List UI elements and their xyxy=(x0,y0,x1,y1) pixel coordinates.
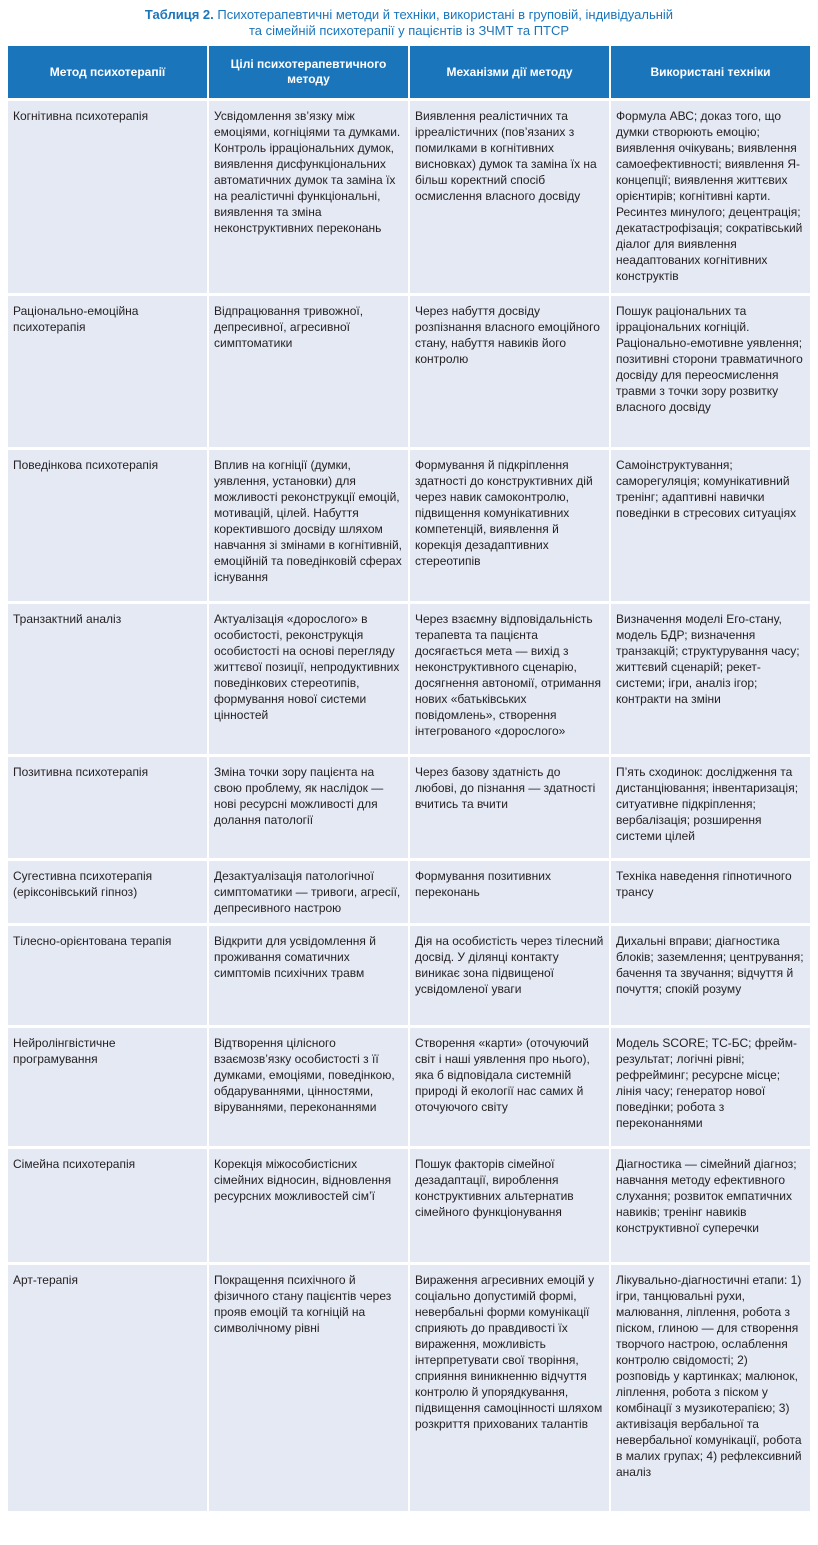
cell-techniques: Діагностика — сімейний діагноз; навчання методу ефективного слухання; розвиток емпатичних навиків; тренінг навиків конструктивної суперечки xyxy=(611,1149,810,1262)
cell-method: Транзактний аналіз xyxy=(8,604,207,754)
cell-method: Когнітивна психотерапія xyxy=(8,101,207,293)
cell-techniques: Лікувально-діагностичні етапи: 1) ігри, танцювальні рухи, малювання, ліплення, робота з піском, глиною — для створення творчого настрою, ослаблення контролю свідомості; 2) розповідь у картинках; малюнок, ліплення, робота з піском у комбінації з музикотерапією; 3) активізація вербальної та невербальної комунікації, робота в малих групах; 4) рефлексивний аналіз xyxy=(611,1265,810,1511)
cell-method: Поведінкова психотерапія xyxy=(8,450,207,601)
cell-techniques: Формула АВС; доказ того, що думки створюють емоцію; виявлення очікувань; виявлення самоефективності; виявлення Я-концепції; виявлення життєвих орієнтирів; когнітивні карти. Ресинтез минулого; децентрація; декатастрофізація; сократівський діалог для виявлення неадаптованих когнітивних конструктів xyxy=(611,101,810,293)
caption-title-line-1: Психотерапевтичні методи й техніки, використані в груповій, індивідуальній xyxy=(217,7,674,22)
cell-goals: Вплив на когніції (думки, уявлення, установки) для можливості реконструкції емоцій, мотивацій, цілей. Набуття коректившого досвіду шляхом навчання зі змінами в когнітивній, емоційній та поведінковій сферах існування xyxy=(209,450,408,601)
cell-mechanisms: Формування й підкріплення здатності до конструктивних дій через навик самоконтролю, підвищення комунікативних компетенцій, виявлення й корекція дезадаптивних стереотипів xyxy=(410,450,609,601)
cell-goals: Зміна точки зору пацієнта на свою проблему, як наслідок — нові ресурсні можливості для долання патології xyxy=(209,757,408,858)
cell-method: Нейролінгвістичне програмування xyxy=(8,1028,207,1146)
cell-techniques: П’ять сходинок: дослідження та дистанціювання; інвентаризація; ситуативне підкріплення; вербалізація; розширення системи цілей xyxy=(611,757,810,858)
cell-techniques: Визначення моделі Его-стану, модель БДР; визначення транзакцій; структурування часу; життєвий сценарій; рекет-системи; ігри, аналіз ігор; контракти на зміни xyxy=(611,604,810,754)
cell-mechanisms: Формування позитивних переконань xyxy=(410,861,609,923)
header-techniques: Використані техніки xyxy=(611,46,810,98)
cell-mechanisms: Створення «карти» (оточуючий світ і наші уявлення про нього), яка б відповідала системній природі й екології нас самих й оточуючого світу xyxy=(410,1028,609,1146)
cell-method: Сімейна психотерапія xyxy=(8,1149,207,1262)
cell-goals: Актуалізація «дорослого» в особистості, реконструкція особистості на основі перегляду життєвої позиції, непродуктивних поведінкових стереотипів, формування нової системи цінностей xyxy=(209,604,408,754)
cell-techniques: Модель SCORE; ТС-БС; фрейм-результат; логічні рівні; рефрейминг; ресурсне місце; лінія часу; генератор нової поведінки; робота з переконаннями xyxy=(611,1028,810,1146)
cell-goals: Відпрацювання тривожної, депресивної, агресивної симптоматики xyxy=(209,296,408,447)
cell-goals: Усвідомлення зв’язку між емоціями, когніціями та думками. Контроль ірраціональних думок, виявлення дисфункціональних автоматичних думок та заміна їх на реалістичні функціональні, виявлення та зміна неконструктивних переконань xyxy=(209,101,408,293)
cell-method: Арт-терапія xyxy=(8,1265,207,1511)
psychotherapy-methods-table xyxy=(6,43,812,1514)
table-header-row xyxy=(8,46,810,98)
cell-techniques: Пошук раціональних та ірраціональних когніцій. Раціонально-емотивне уявлення; позитивні сторони травматичного досвіду для переосмислення травми з точки зору розвитку власного досвіду xyxy=(611,296,810,447)
cell-mechanisms: Через базову здатність до любові, до пізнання — здатності вчитись та вчити xyxy=(410,757,609,858)
cell-mechanisms: Дія на особистість через тілесний досвід. У ділянці контакту виникає зона підвищеної усвідомленої уваги xyxy=(410,926,609,1025)
cell-method: Раціонально-емоційна психотерапія xyxy=(8,296,207,447)
table-row xyxy=(8,604,810,754)
table-row xyxy=(8,757,810,858)
cell-mechanisms: Виявлення реалістичних та ірреалістичних (пов’язаних з помилками в когнітивних висновках) думок та заміна їх на більш коректний спосіб осмислення власного досвіду xyxy=(410,101,609,293)
cell-goals: Дезактуалізація патологічної симптоматики — тривоги, агресії, депресивного настрою xyxy=(209,861,408,923)
cell-goals: Відкрити для усвідомлення й проживання соматичних симптомів психічних травм xyxy=(209,926,408,1025)
cell-techniques: Самоінструктування; саморегуляція; комунікативний тренінг; адаптивні навички поведінки в стресових ситуаціях xyxy=(611,450,810,601)
table-row xyxy=(8,1149,810,1262)
cell-mechanisms: Вираження агресивних емоцій у соціально допустимій формі, невербальні форми комунікації сприяють до правдивості їх вираження, можливість інтерпретувати свої творіння, сприяння виникненню відчуття контролю й упорядкування, підвищення самоцінності шляхом розкриття прихованих талантів xyxy=(410,1265,609,1511)
cell-techniques: Техніка наведення гіпнотичного трансу xyxy=(611,861,810,923)
header-goals: Цілі психотерапевтичного методу xyxy=(209,46,408,98)
caption-label: Таблиця 2. xyxy=(144,7,214,22)
table-row xyxy=(8,101,810,293)
cell-method: Позитивна психотерапія xyxy=(8,757,207,858)
cell-goals: Корекція міжособистісних сімейних відносин, відновлення ресурсних можливостей сім’ї xyxy=(209,1149,408,1262)
cell-techniques: Дихальні вправи; діагностика блоків; заземлення; центрування; бачення та звучання; відчуття й почуття; спокій розуму xyxy=(611,926,810,1025)
caption-title-line-2: та сімейній психотерапії у пацієнтів із ЗЧМТ та ПТСР xyxy=(248,23,570,38)
table-row xyxy=(8,926,810,1025)
table-row xyxy=(8,861,810,923)
table-row xyxy=(8,1265,810,1511)
cell-method: Тілесно-орієнтована терапія xyxy=(8,926,207,1025)
cell-method: Сугестивна психотерапія (еріксонівський гіпноз) xyxy=(8,861,207,923)
header-mechanisms: Механізми дії методу xyxy=(410,46,609,98)
cell-mechanisms: Через взаємну відповідальність терапевта та пацієнта досягається мета — вихід з неконструктивного сценарію, досягнення автономії, отримання нових «батьківських повідомлень», створення інтегрованого «дорослого» xyxy=(410,604,609,754)
table-row xyxy=(8,296,810,447)
cell-mechanisms: Пошук факторів сімейної дезадаптації, вироблення конструктивних альтернатив сімейного функціонування xyxy=(410,1149,609,1262)
header-method: Метод психотерапії xyxy=(8,46,207,98)
table-caption xyxy=(0,0,818,38)
cell-goals: Відтворення цілісного взаємозв’язку особистості з її думками, емоціями, поведінкою, обдаруваннями, цінностями, віруваннями, переконаннями xyxy=(209,1028,408,1146)
table-row xyxy=(8,450,810,601)
caption-line-1 xyxy=(0,7,818,23)
cell-goals: Покращення психічного й фізичного стану пацієнтів через прояв емоцій та когніцій на символічному рівні xyxy=(209,1265,408,1511)
cell-mechanisms: Через набуття досвіду розпізнання власного емоційного стану, набуття навиків його контролю xyxy=(410,296,609,447)
table-row xyxy=(8,1028,810,1146)
